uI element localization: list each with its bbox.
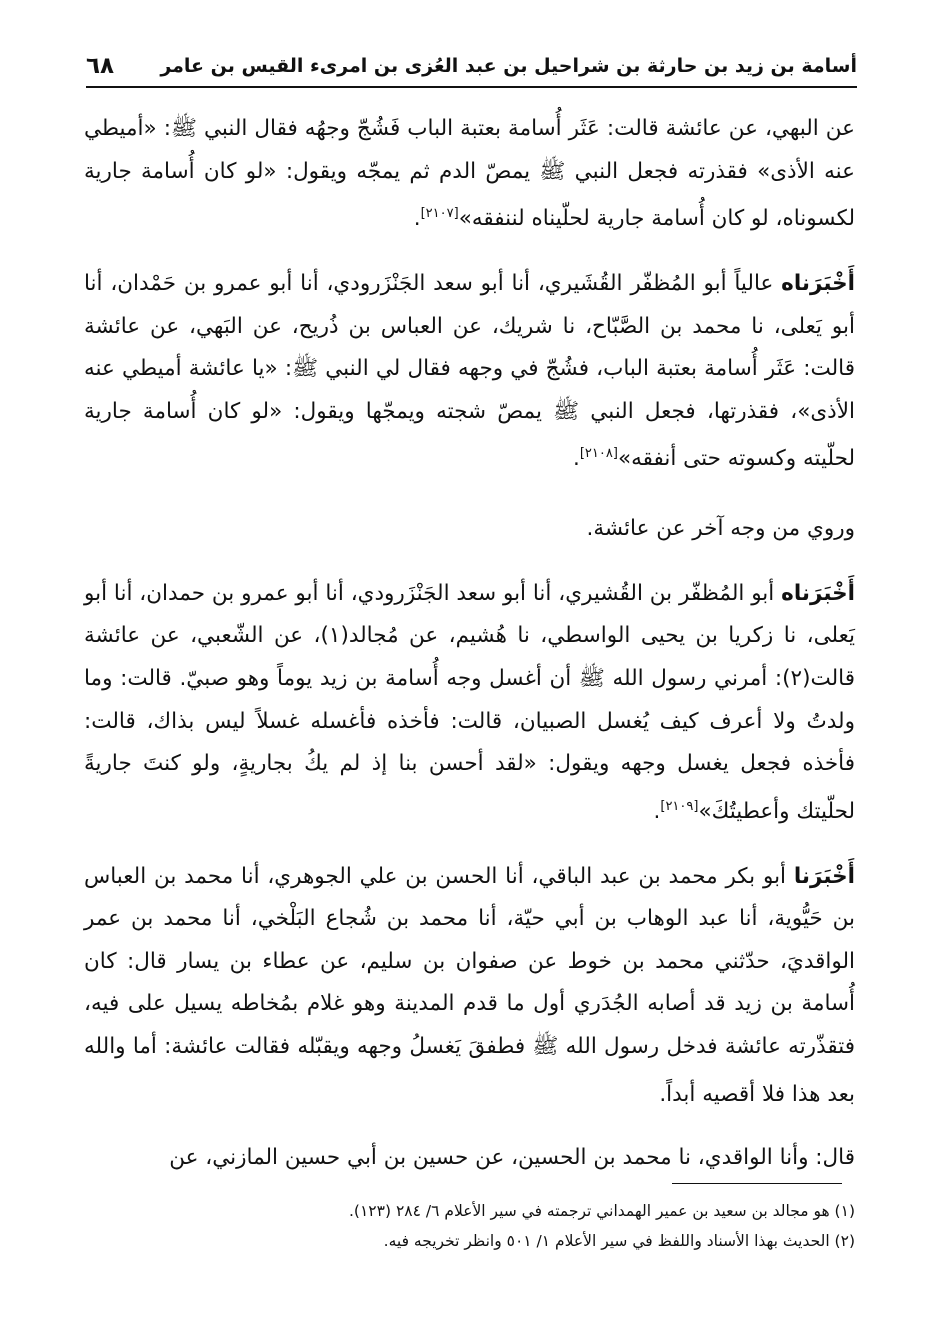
page-header — [86, 46, 857, 88]
spacer — [84, 834, 855, 856]
paragraph-text: أبو المُظفّر بن القُشيري، أنا أبو سعد الجَنْزَرودي، أنا أبو عمرو بن حمدان، أنا أبو يَعلى، نا زكريا بن يحيى الواسطي، نا هُشيم، عن مُجالد(١)، عن الشّعبي، عن عائشة قالت(٢): أمرني رسول الله ﷺ أن أغسل وجه أُسامة بن زيد يوماً وهو صبيّ. قالت: وما ولدتُ ولا أعرف كيف يُغسل الصبيان، قالت: فأخذه فأغسله غسلاً ليس بذاك، قالت: فأخذه فجعل يغسل وجهه ويقول: «لقد أحسن بنا إذ لم يكُ بجاريةٍ، ولو كنتَ جاريةً لحلّيتك وأعطيتُكَ» — [84, 580, 855, 824]
hadith-number: [٢١٠٨] — [579, 446, 618, 462]
paragraph-5 — [84, 856, 855, 1117]
hadith-number: [٢١٠٩] — [660, 798, 699, 814]
footnote-divider — [672, 1183, 842, 1184]
paragraph-text: قال: وأنا الواقدي، نا محمد بن الحسين، عن حسين بن أبي حسين المازني، عن — [169, 1145, 855, 1171]
main-text — [84, 108, 855, 1180]
footnotes — [170, 1196, 855, 1256]
page-number: ٦٨ — [86, 53, 115, 79]
footnote-1: (١) هو مجالد بن سعيد بن عمير الهمداني ترجمته في سير الأعلام ٦/ ٢٨٤ (١٢٣). — [349, 1202, 855, 1220]
paragraph-2 — [84, 263, 855, 481]
running-title: أسامة بن زيد بن حارثة بن شراحيل بن عبد العُزى بن امرىء القيس بن عامر — [160, 55, 857, 77]
paragraph-4 — [84, 573, 855, 834]
footnote-2: (٢) الحديث بهذا الأسناد واللفظ في سير الأعلام ١/ ٥٠١ وانظر تخريجه فيه. — [383, 1232, 855, 1250]
spacer — [84, 551, 855, 573]
paragraph-end: . — [573, 446, 580, 472]
paragraph-3 — [84, 503, 855, 551]
paragraph-text: عالياً أبو المُظفّر القُشَيري، أنا أبو سعد الجَنْزَرودي، أنا أبو عمرو بن حَمْدان، أنا أبو يَعلى، نا محمد بن الصَّبّاح، نا شريك، عن العباس بن ذُريح، عن البَهي، عن عائشة قالت: عَثَر أُسامة بعتبة الباب، فشُجّ في وجهه فقال لي النبي ﷺ: «يا عائشة أميطي عنه الأذى»، فقذرتها، فجعل النبي ﷺ يمصّ شجته ويمجّها ويقول: «لو كان أُسامة جارية لحلّيته وكسوته حتى أنفقه» — [84, 270, 855, 472]
paragraph-text: عن البهي، عن عائشة قالت: عَثَر أُسامة بعتبة الباب فَشُجّ وجهُه فقال النبي ﷺ: «أميطي عنه الأذى» فقذرته فجعل النبي ﷺ يمصّ الدم ثم يمجّه ويقول: «لو كان أُسامة جارية لكسوناه، لو كان أُسامة جارية لحلّيناه لننفقه» — [84, 116, 855, 232]
paragraph-end: . — [413, 206, 421, 232]
hadith-number: [٢١٠٧] — [420, 206, 459, 222]
paragraph-6 — [84, 1132, 855, 1180]
paragraph-text: أبو بكر محمد بن عبد الباقي، أنا الحسن بن علي الجوهري، أنا محمد بن العباس بن حَيُّوية، أنا عبد الوهاب بن أبي حيّة، أنا محمد بن شُجاع البَلْخي، أنا محمد بن عمر الواقديَ، حدّثني محمد بن خوط عن صفوان بن سليم، عن عطاء بن يسار قال: كان أُسامة بن زيد قد أصابه الجُدَري أول ما قدم المدينة وهو غلام بمُخاطه يسيل على فيه، فتقذّرته عائشة فدخل رسول الله ﷺ فطفقَ يَغسلُ وجهه ويقبّله فقالت عائشة: أما والله بعد هذا فلا أقصيه أبداً. — [84, 863, 855, 1107]
paragraph-lead: أَخْبَرَناه — [781, 270, 855, 296]
spacer — [84, 241, 855, 263]
paragraph-text: وروي من وجه آخر عن عائشة. — [586, 516, 855, 542]
paragraph-lead: أَخْبَرَنا — [793, 863, 855, 889]
paragraph-1 — [84, 108, 855, 241]
spacer — [84, 1116, 855, 1132]
spacer — [84, 481, 855, 503]
paragraph-lead: أَخْبَرَناه — [781, 580, 855, 606]
paragraph-end: . — [653, 798, 661, 824]
